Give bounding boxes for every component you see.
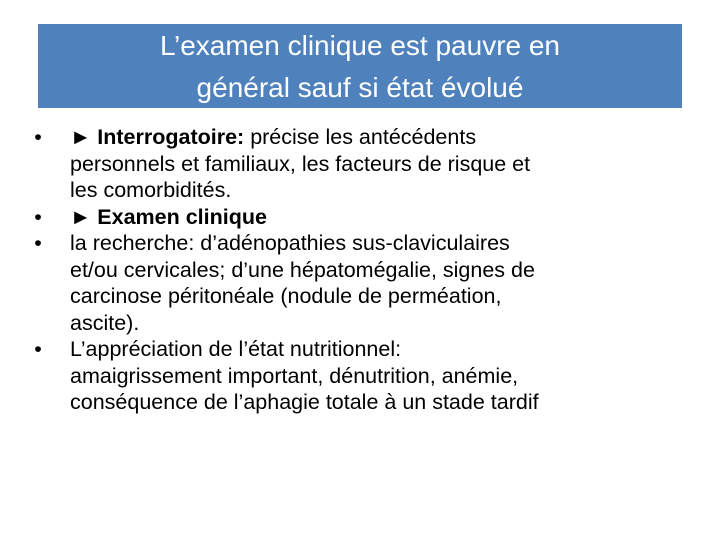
bullet-examen-clinique [28,204,698,231]
bullet-line: ascite). [70,310,140,335]
bullet-dot-icon: • [34,125,42,149]
bullet-interrogatoire [28,124,698,204]
bullet-dot-icon: • [34,204,42,229]
bullet-line: personnels et familiaux, les facteurs de risque et [70,151,531,176]
bullet-line: la recherche: d’adénopathies sus-claviculaires [70,231,510,255]
bullet-text: précise les antécédents [250,125,477,149]
bullet-etat-nutritionnel [28,336,698,416]
bullet-dot-icon: • [34,337,42,361]
bullet-line [70,124,698,151]
bullet-line: carcinose péritonéale (nodule de perméation, [70,284,502,308]
title-line-2: général sauf si état évolué [196,72,524,103]
bold-label: Examen clinique [97,204,267,229]
bullet-line: conséquence de l’aphagie totale à un stade tardif [70,390,539,414]
bullet-list [28,124,698,416]
title-line-1: L’examen clinique est pauvre en [159,30,561,61]
arrow-icon: ► [70,125,92,149]
bullet-line: L’appréciation de l’état nutritionnel: [70,337,402,361]
bullet-line: amaigrissement important, dénutrition, anémie, [70,363,519,388]
bullet-dot-icon: • [34,231,42,255]
slide-title [38,24,682,108]
bullet-line [70,204,698,231]
bold-label: Interrogatoire: [97,125,245,149]
bullet-recherche [28,230,698,336]
bullet-line: et/ou cervicales; d’une hépatomégalie, signes de [70,257,535,282]
arrow-icon: ► [70,204,92,229]
bullet-line: les comorbidités. [70,178,232,202]
